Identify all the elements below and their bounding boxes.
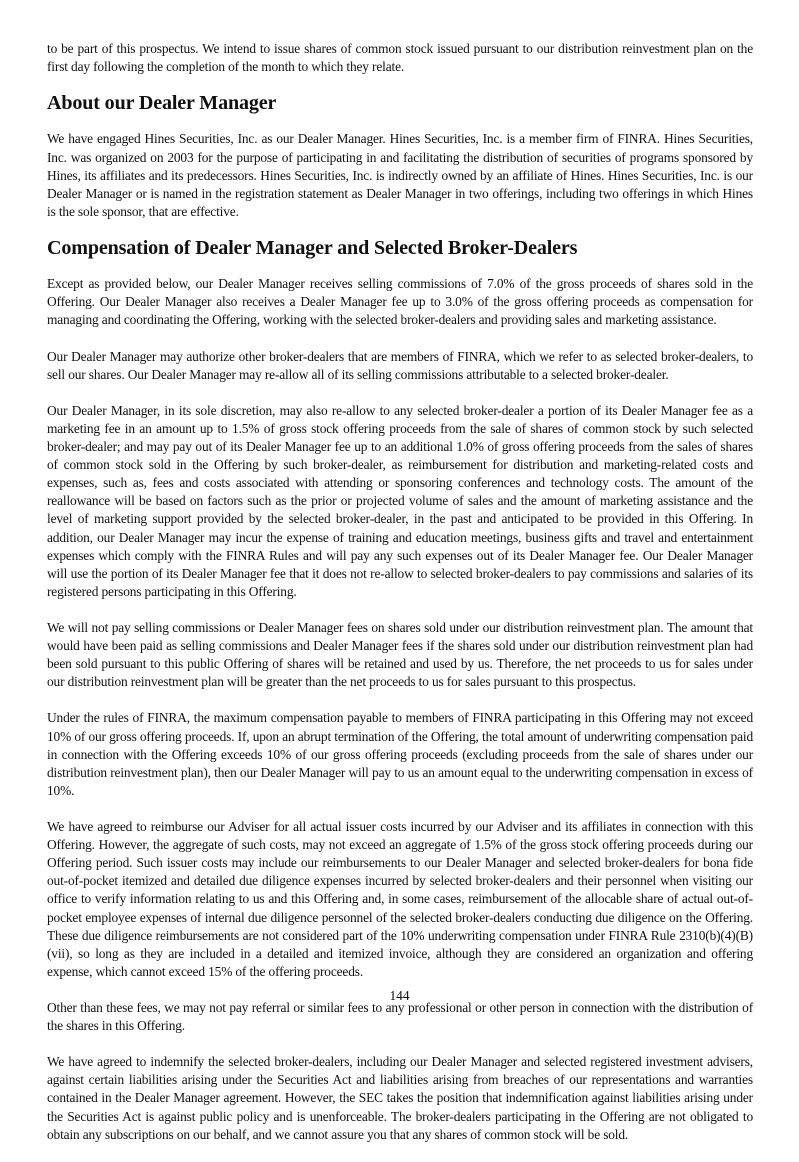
paragraph-distribution-plan-fees: We will not pay selling commissions or Dealer Manager fees on shares sold under our distribution reinvestment plan. The amount that would have been paid as selling commissions and Dealer Manager fees if the shares sold under our distribution reinvestment plan had been sold pursuant to this public Offering of shares will be retained and used by us. Therefore, the net proceeds to us for sales under our distribution reinvestment plan will be greater than the net proceeds to us for sales pursuant to this prospectus. — [47, 620, 753, 690]
paragraph-distribution-reinvestment: to be part of this prospectus. We intend to issue shares of common stock issued pursuant to our distribution reinvestment plan on the first day following the completion of the month to which they relate. — [47, 41, 753, 75]
paragraph-referral-fees: Other than these fees, we may not pay referral or similar fees to any professional or other person in connection with the distribution of the shares in this Offering. — [47, 999, 753, 1034]
paragraph-indemnification: We have agreed to indemnify the selected broker-dealers, including our Dealer Manager and selected registered investment advisers, against certain liabilities arising under the Securities Act and liabilities arising from breaches of our representations and warranties contained in the Dealer Manager agreement. However, the SEC takes the position that indemnification against liabilities arising under the Securities Act is against public policy and is unenforceable. The broker-dealers participating in the Offering are not obligated to obtain any subscriptions on our behalf, and we cannot assure you that any shares of common stock will be sold. — [47, 1054, 753, 1142]
paragraph-selected-broker-dealers: Our Dealer Manager may authorize other broker-dealers that are members of FINRA, which we refer to as selected broker-dealers, to sell our shares. Our Dealer Manager may re-allow all of its selling commissions attributable to a selected broker-dealer. — [47, 348, 753, 382]
paragraph-finra-maximum: Under the rules of FINRA, the maximum compensation payable to members of FINRA participating in this Offering may not exceed 10% of our gross offering proceeds. If, upon an abrupt termination of the Offering, the total amount of underwriting compensation paid in connection with the Offering exceeds 10% of our gross offering proceeds (excluding proceeds from the sale of shares under our distribution reinvestment plan), then our Dealer Manager will pay to us an amount equal to the underwriting compensation in excess of 10%. — [47, 710, 753, 798]
paragraph-selling-commissions: Except as provided below, our Dealer Manager receives selling commissions of 7.0% of the gross proceeds of shares sold in the Offering. Our Dealer Manager also receives a Dealer Manager fee up to 3.0% of the gross offering proceeds as compensation for managing and coordinating the Offering, working with the selected broker-dealers and providing sales and marketing assistance. — [47, 276, 753, 328]
heading-about-dealer-manager: About our Dealer Manager — [47, 92, 277, 115]
heading-compensation: Compensation of Dealer Manager and Selected Broker-Dealers — [47, 237, 578, 260]
paragraph-issuer-costs: We have agreed to reimburse our Adviser for all actual issuer costs incurred by our Adviser and its affiliates in connection with this Offering. However, the aggregate of such costs, may not exceed an aggregate of 1.5% of the gross stock offering proceeds during our Offering period. Such issuer costs may include our reimbursements to our Dealer Manager and selected broker-dealers for bona fide out-of-pocket itemized and detailed due diligence expenses incurred by selected broker-dealers and their personnel when visiting our office to verify information relating to us and this Offering and, in some cases, reimbursement of the allocable share of actual out-of-pocket employee expenses of internal due diligence personnel of the selected broker-dealers conducting due diligence on the Offering. These due diligence reimbursements are not considered part of the 10% underwriting compensation under FINRA Rule 2310(b)(4)(B)(vii), so long as they are included in a detailed and itemized invoice, although they are considered an organization and offering expense, which cannot exceed 15% of the offering proceeds. — [47, 819, 753, 979]
paragraph-reallowance: Our Dealer Manager, in its sole discretion, may also re-allow to any selected broker-dealer a portion of its Dealer Manager fee as a marketing fee in an amount up to 1.5% of gross stock offering proceeds from the sale of shares of common stock by such selected broker-dealer; and may pay out of its Dealer Manager fee up to an additional 1.0% of gross offering proceeds from the sales of shares of common stock sold in the Offering by such broker-dealer, as reimbursement for distribution and marketing-related costs and expenses, such as, fees and costs associated with attending or sponsoring conferences and technology costs. The amount of the reallowance will be based on factors such as the prior or projected volume of sales and the amount of marketing assistance and the level of marketing support provided by the selected broker-dealer, in the past and anticipated to be provided in this Offering. In addition, our Dealer Manager may incur the expense of training and education meetings, business gifts and travel and entertainment expenses which comply with the FINRA Rules and will pay any such expenses out of its Dealer Manager fee. Our Dealer Manager will use the portion of its Dealer Manager fee that it does not re-allow to selected broker-dealers to pay commissions and salaries of its registered persons participating in this Offering. — [47, 402, 753, 599]
page-number: 144 — [389, 988, 410, 1003]
paragraph-dealer-manager-engagement: We have engaged Hines Securities, Inc. as our Dealer Manager. Hines Securities, Inc. is a member firm of FINRA. Hines Securities, Inc. was organized on 2003 for the purpose of participating in and facilitating the distribution of securities of programs sponsored by Hines, its affiliates and its predecessors. Hines Securities, Inc. is indirectly owned by an affiliate of Hines. Hines Securities, Inc. is our Dealer Manager or is named in the registration statement as Dealer Manager in two offerings, including two offerings in which Hines is the sole sponsor, that are effective. — [47, 131, 753, 219]
